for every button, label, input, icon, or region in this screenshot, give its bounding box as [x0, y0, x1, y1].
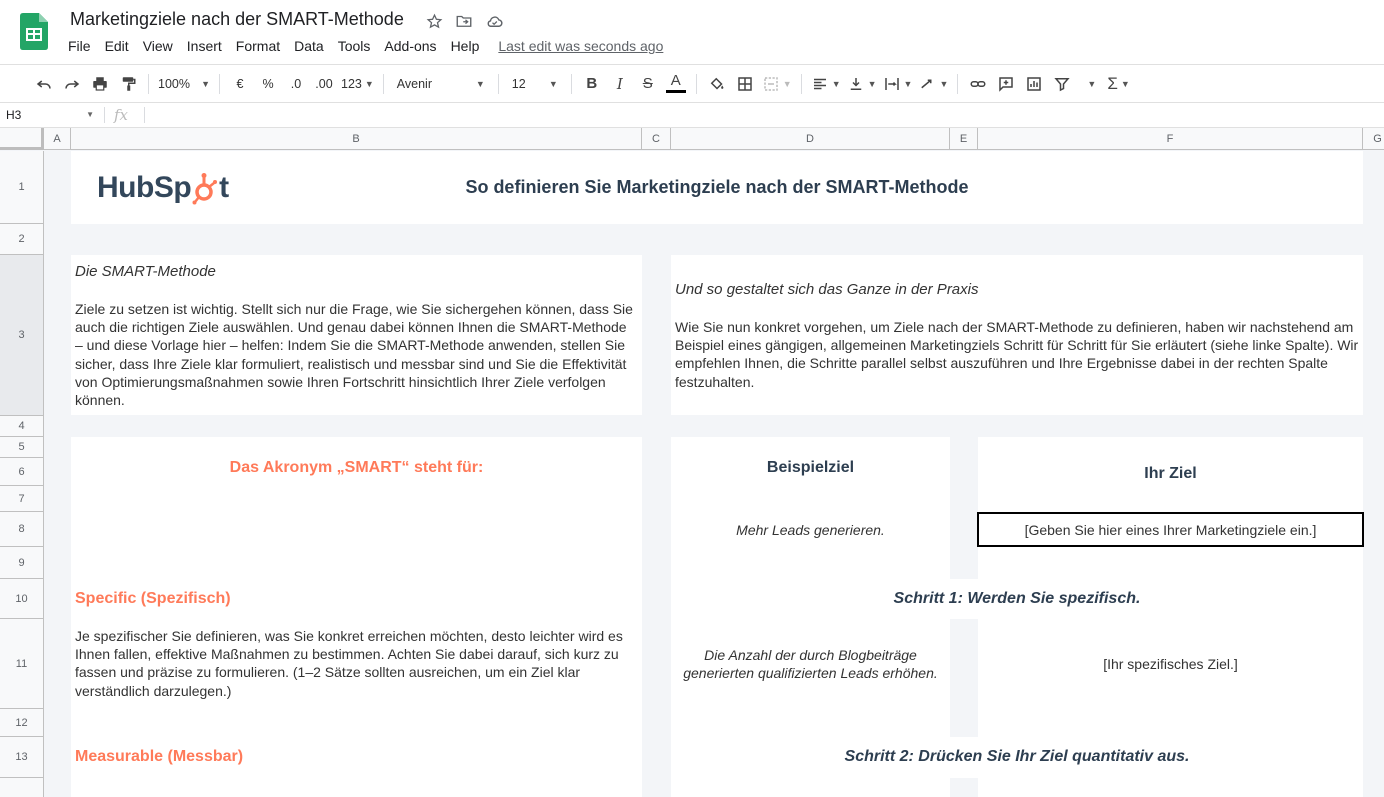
row-header-8[interactable]: 8 [0, 512, 44, 547]
row-header-1[interactable]: 1 [0, 151, 44, 224]
row-header-4[interactable]: 4 [0, 416, 44, 437]
caret-down-icon: ▼ [831, 78, 841, 89]
zoom-select[interactable] [156, 70, 212, 98]
fill-color-icon[interactable] [704, 70, 730, 98]
spreadsheet-grid[interactable] [0, 128, 1384, 797]
your-goal-header: Ihr Ziel [1144, 465, 1197, 482]
text-rotation-icon[interactable] [916, 70, 950, 98]
star-icon[interactable] [424, 11, 444, 31]
toolbar-divider [148, 74, 149, 94]
column-header-g[interactable]: G [1363, 128, 1384, 150]
menu-add-ons[interactable]: Add-ons [384, 38, 437, 54]
percent-format-button[interactable]: % [262, 76, 274, 91]
toolbar-divider [219, 74, 220, 94]
step2-example-card [671, 778, 950, 797]
step1-yours-card [978, 619, 1363, 737]
menu-tools[interactable]: Tools [337, 38, 371, 54]
column-header-b[interactable]: B [71, 128, 642, 150]
formula-divider [144, 107, 145, 123]
select-all-corner[interactable] [0, 128, 44, 150]
filter-views-dropdown[interactable] [1077, 70, 1103, 98]
print-icon[interactable] [87, 70, 113, 98]
hubspot-logo-text-b: t [219, 171, 229, 204]
toolbar-divider [801, 74, 802, 94]
row-header-6[interactable]: 6 [0, 458, 44, 486]
more-formats-button[interactable] [339, 70, 376, 98]
step1-example-text: Die Anzahl der durch Blogbeiträge generierten qualifizierten Leads erhöhen. [683, 647, 938, 682]
caret-down-icon: ▼ [939, 78, 949, 89]
more-formats-label: 123 [341, 76, 362, 91]
caret-down-icon: ▼ [475, 78, 485, 89]
sheets-logo-icon[interactable] [20, 13, 48, 50]
hubspot-logo [97, 168, 229, 208]
menu-file[interactable]: File [68, 38, 91, 54]
step1-heading: Schritt 1: Werden Sie spezifisch. [893, 590, 1141, 607]
toolbar-divider [957, 74, 958, 94]
row-header-9[interactable]: 9 [0, 547, 44, 579]
page-title: So definieren Sie Marketingziele nach der SMART-Methode [465, 177, 969, 197]
column-header-d[interactable]: D [671, 128, 950, 150]
font-size-select[interactable] [506, 70, 564, 98]
borders-icon[interactable] [732, 70, 758, 98]
redo-icon[interactable] [59, 70, 85, 98]
undo-icon[interactable] [31, 70, 57, 98]
right-intro-body: Wie Sie nun konkret vorgehen, um Ziele nach der SMART-Methode zu definieren, haben wir nachstehend am Beispiel eines gängigen, allgemeinen Marketingziels Schritt für Schritt für Sie erläutert (siehe linke Spalte). Wir empfehlen Ihnen, die Schritte parallel selbst auszuführen und Ihre Ergebnisse dabei in der rechten Spalte festzuhalten. [675, 319, 1359, 390]
menu-format[interactable]: Format [235, 38, 281, 54]
your-goal-input[interactable]: [Geben Sie hier eines Ihrer Marketingziele ein.] [977, 512, 1364, 547]
cloud-status-icon[interactable] [484, 11, 504, 31]
measurable-heading: Measurable (Messbar) [75, 748, 244, 765]
example-goal-header: Beispielziel [766, 459, 855, 476]
fx-icon: fx [114, 106, 129, 124]
formula-bar [0, 102, 1384, 128]
your-goal-card [978, 437, 1363, 579]
name-box[interactable] [0, 103, 100, 127]
step2-yours-card [978, 778, 1363, 797]
hubspot-sprocket-icon [192, 171, 218, 205]
right-intro-heading: Und so gestaltet sich das Ganze in der Praxis [675, 281, 979, 298]
row-header-7[interactable]: 7 [0, 486, 44, 512]
left-intro-heading: Die SMART-Methode [75, 263, 216, 280]
row-header-12[interactable]: 12 [0, 709, 44, 737]
toolbar-divider [498, 74, 499, 94]
row-header-2[interactable]: 2 [0, 224, 44, 255]
caret-down-icon: ▼ [1120, 78, 1130, 89]
smart-acronym-card [71, 437, 642, 797]
decrease-decimal-button[interactable]: .0 [290, 76, 302, 91]
caret-down-icon: ▼ [1087, 78, 1097, 89]
increase-decimal-button[interactable]: .00 [315, 76, 333, 91]
text-wrapping-icon[interactable] [881, 70, 915, 98]
app-bar [0, 0, 1384, 64]
caret-down-icon: ▼ [903, 78, 913, 89]
font-family-select[interactable] [391, 70, 491, 98]
font-size-value: 12 [511, 76, 526, 91]
currency-format-button[interactable]: € [236, 76, 244, 91]
move-to-folder-icon[interactable] [454, 11, 474, 31]
strikethrough-icon[interactable]: S [642, 75, 653, 92]
text-color-icon[interactable]: A [663, 70, 689, 98]
menu-bar [61, 38, 663, 54]
left-intro-body: Ziele zu setzen ist wichtig. Stellt sich nur die Frage, wie Sie sichergehen können, dass Sie auch die richtigen Ziele auswählen. Und genau dabei können Ihnen die SMART-Methode – und diese Vorlage hier – helfen: Indem Sie die SMART-Methode anwenden, stellen Sie sicher, dass Ihre Ziele klar formuliert, realistisch und messbar sind und Sie die Effektivität von Optimierungsmaßnahmen sowie Ihren Fortschritt hinsichtlich Ihrer Ziele verfolgen können. [75, 301, 633, 409]
caret-down-icon: ▼ [364, 78, 374, 89]
filter-icon[interactable] [1049, 70, 1075, 98]
menu-insert[interactable]: Insert [186, 38, 222, 54]
step2-heading: Schritt 2: Drücken Sie Ihr Ziel quantitativ aus. [844, 748, 1190, 765]
menu-view[interactable]: View [142, 38, 173, 54]
row-header-5[interactable]: 5 [0, 437, 44, 458]
menu-help[interactable]: Help [450, 38, 480, 54]
toolbar [0, 64, 1384, 102]
column-header-f[interactable]: F [978, 128, 1363, 150]
menu-edit[interactable]: Edit [104, 38, 129, 54]
row-header-3[interactable]: 3 [0, 255, 44, 416]
column-header-e[interactable]: E [950, 128, 978, 150]
cell-reference: H3 [6, 108, 22, 122]
last-edit-link[interactable]: Last edit was seconds ago [498, 38, 664, 54]
specific-body: Je spezifischer Sie definieren, was Sie konkret erreichen möchten, desto leichter wird es Ihnen fallen, effektive Maßnahmen zu bestimmen. Achten Sie dabei darauf, sich kurz zu fassen und präzise zu formulieren. (1–2 Sätze sollten ausreichen, um ein Ziel klar verständlich darzulegen.) [75, 628, 623, 699]
step1-your-goal[interactable]: [Ihr spezifisches Ziel.] [1103, 656, 1238, 672]
toolbar-divider [696, 74, 697, 94]
row-header-13[interactable]: 13 [0, 737, 44, 778]
toolbar-divider [383, 74, 384, 94]
paint-format-icon[interactable] [115, 70, 141, 98]
horizontal-align-icon[interactable] [809, 70, 843, 98]
caret-down-icon: ▼ [548, 78, 558, 89]
insert-link-icon[interactable] [965, 70, 991, 98]
column-header-a[interactable]: A [44, 128, 71, 150]
bold-icon[interactable]: B [586, 75, 598, 92]
example-goal-text: Mehr Leads generieren. [736, 522, 885, 538]
specific-heading: Specific (Spezifisch) [75, 590, 231, 607]
vertical-align-icon[interactable] [845, 70, 879, 98]
formula-divider [104, 107, 105, 123]
row-header-11[interactable]: 11 [0, 619, 44, 709]
acronym-heading: Das Akronym „SMART“ steht für: [229, 459, 484, 476]
hubspot-logo-text-a: HubSp [97, 171, 192, 204]
functions-icon[interactable]: Σ ▼ [1107, 73, 1130, 93]
caret-down-icon: ▼ [867, 78, 877, 89]
caret-down-icon: ▼ [782, 78, 792, 89]
row-header-14[interactable] [0, 778, 44, 797]
caret-down-icon: ▼ [86, 110, 94, 119]
menu-data[interactable]: Data [294, 38, 324, 54]
merge-cells-icon[interactable] [760, 70, 794, 98]
row-header-10[interactable]: 10 [0, 579, 44, 619]
column-header-c[interactable]: C [642, 128, 671, 150]
italic-icon[interactable]: I [616, 74, 623, 93]
insert-comment-icon[interactable] [993, 70, 1019, 98]
document-title[interactable]: Marketingziele nach der SMART-Methode [70, 9, 404, 29]
insert-chart-icon[interactable] [1021, 70, 1047, 98]
zoom-value: 100% [158, 76, 190, 91]
caret-down-icon: ▼ [201, 78, 210, 89]
font-family-value: Avenir [396, 76, 432, 91]
toolbar-divider [571, 74, 572, 94]
